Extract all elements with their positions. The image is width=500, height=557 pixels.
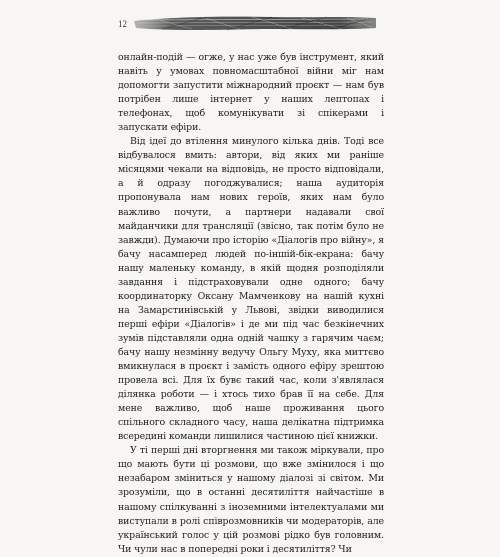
body-text xyxy=(118,51,384,557)
paragraph-3: У ті перші дні вторгнення ми також міркували, про що мають бути ці розмови, що вже змінилося і що незабаром зміниться у нашому діалозі зі світом. Ми зрозуміли, що в останні десятиліття найчастіше в нашому спілкуванні з іноземними інтелектуалами ми виступали в ролі співрозмовників чи модераторів, але український голос у цій розмові рідко був головним. Чи чули нас в попередні роки і десятиліття? Чи xyxy=(118,445,384,555)
paragraph-2: Від ідеї до втілення минулого кілька днів. Тоді все відбувалося вмить: автори, від яких ми раніше місяцями чекали на відповідь, не просто відповідали, а й одразу погоджувалися; наша аудиторія пропонувала нам нових героїв, яких нам було важливо почути, а партнери надавали свої майданчики для трансляції (звісно, так потім було не завжди). Думаючи про історію «Діалогів про війну», я бачу насамперед людей по-іншій-бік-екрана: бачу нашу маленьку команду, в якій щодня розподіляли завдання і підстраховували одне одного; бачу координаторку Оксану Мамченкову на нашій кухні на Замарстинівській у Львові, звідки виводилися перші ефіри «Діалогів» і де ми під час безкінечних зумів підставляли одна одній чашку з гарячим чаєм; бачу нашу незмінну ведучу Ольгу Муху, яка миттєво вмикнулася в проєкт і замість одного ефіру зрештою провела всі. Для їх бувє такий час, коли з'являлася ділянка роботи — і хтось тихо брав її на себе. Для мене важливо, щоб наше проживання цього спільного складного часу, наша делікатна підтримка всередині команди лишилися частиною цієї книжки. xyxy=(118,136,384,443)
header-brush-stroke xyxy=(132,13,378,33)
paragraph-1: онлайн-подій — огже, у нас уже був інструмент, який навіть у умовах повномасштабної війни міг нам допомогти запустити міжнародний проєкт — нам був потрібен лише інтернет у наших лептопах і телефонах, щоб комунікувати зі спікерами і запускати ефіри. xyxy=(118,52,384,134)
page-number: 12 xyxy=(118,19,127,29)
